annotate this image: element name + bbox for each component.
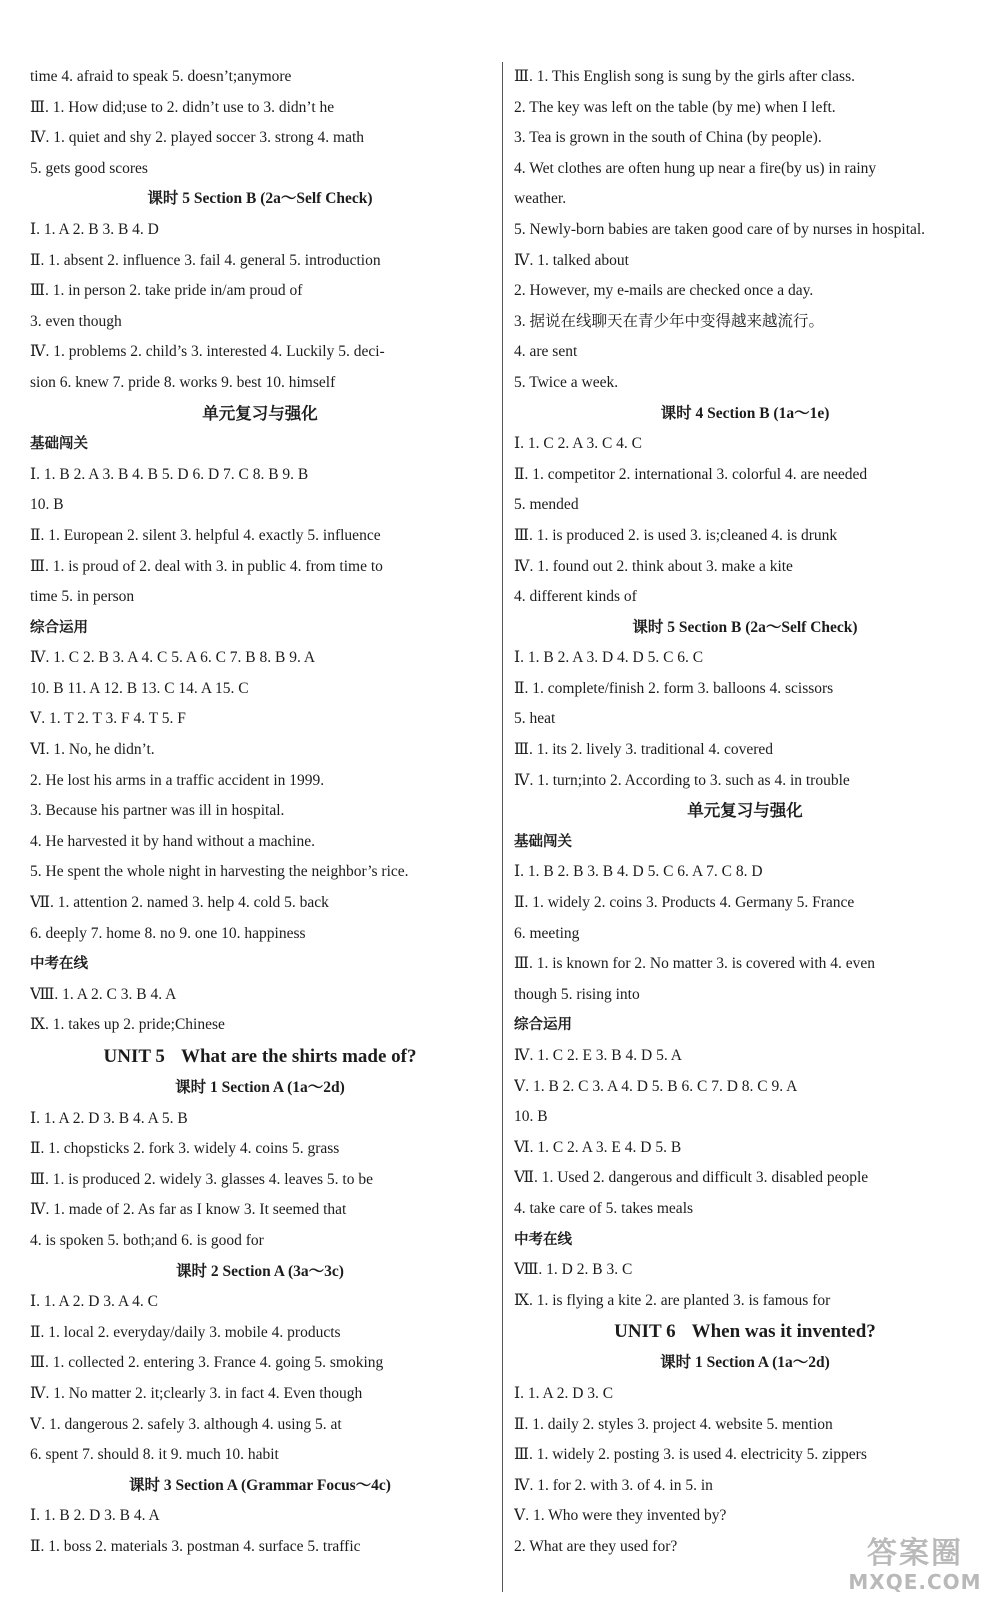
answer-line: Ⅲ. 1. collected 2. entering 3. France 4. going 5. smoking: [30, 1354, 384, 1372]
watermark-logo: [840, 1534, 990, 1596]
answer-line: Ⅷ. 1. D 2. B 3. C: [514, 1261, 633, 1279]
answer-line: 4. different kinds of: [514, 588, 637, 606]
review-heading: 单元复习与强化: [687, 801, 803, 821]
answer-line: Ⅰ. 1. A 2. B 3. B 4. D: [30, 220, 159, 238]
section-label: 综合运用: [514, 1017, 572, 1034]
column-divider: [502, 62, 503, 1592]
answer-line: Ⅴ. 1. T 2. T 3. F 4. T 5. F: [30, 710, 186, 728]
answer-line: 4. are sent: [514, 343, 578, 361]
lesson-heading: 课时 3 Section A (Grammar Focus～4c): [129, 1476, 391, 1494]
answer-line: Ⅰ. 1. B 2. B 3. B 4. D 5. C 6. A 7. C 8. D: [514, 863, 763, 881]
watermark-top-text: 答案圈: [867, 1536, 963, 1571]
answer-line: Ⅴ. 1. Who were they invented by?: [514, 1507, 727, 1525]
lesson-heading: 课时 1 Section A (1a～2d): [175, 1079, 345, 1096]
answer-line: Ⅱ. 1. complete/finish 2. form 3. balloons 4. scissors: [514, 679, 834, 697]
answer-line: Ⅲ. 1. its 2. lively 3. traditional 4. covered: [514, 741, 774, 759]
answer-line: Ⅱ. 1. widely 2. coins 3. Products 4. Germany 5. France: [514, 894, 855, 912]
answer-line: Ⅱ. 1. boss 2. materials 3. postman 4. surface 5. traffic: [30, 1537, 361, 1555]
answer-line: 3. 据说在线聊天在青少年中变得越来越流行。: [514, 312, 825, 330]
answer-line: 2. The key was left on the table (by me) when I left.: [514, 98, 836, 116]
lesson-heading: 课时 5 Section B (2a～Self Check): [147, 190, 373, 208]
watermark-bottom-text: MXQE.COM: [848, 1570, 982, 1594]
lesson-heading: 课时 2 Section A (3a～3c): [176, 1262, 344, 1280]
answer-line: Ⅰ. 1. A 2. D 3. C: [514, 1384, 614, 1402]
answer-line: Ⅸ. 1. is flying a kite 2. are planted 3. is famous for: [514, 1291, 831, 1309]
answer-line: Ⅳ. 1. C 2. E 3. B 4. D 5. A: [514, 1047, 682, 1064]
answer-line: Ⅲ. 1. widely 2. posting 3. is used 4. electricity 5. zippers: [514, 1446, 867, 1464]
answer-line: 5. Newly-born babies are taken good care of by nurses in hospital.: [514, 220, 926, 238]
answer-line: Ⅴ. 1. B 2. C 3. A 4. D 5. B 6. C 7. D 8. C 9. A: [514, 1077, 798, 1095]
lesson-heading: 课时 1 Section A (1a～2d): [660, 1354, 830, 1372]
answer-line: Ⅳ. 1. talked about: [514, 251, 629, 269]
unit-label: UNIT 6: [614, 1321, 676, 1343]
answer-line: Ⅳ. 1. quiet and shy 2. played soccer 3. strong 4. math: [30, 129, 365, 147]
answer-line: 5. heat: [514, 710, 556, 728]
lesson-heading: 课时 4 Section B (1a～1e): [660, 404, 830, 422]
section-label: 基础闯关: [30, 436, 88, 453]
left-column: [30, 62, 490, 1563]
answer-line: Ⅶ. 1. attention 2. named 3. help 4. cold 5. back: [30, 894, 329, 912]
answer-line: 4. is spoken 5. both;and 6. is good for: [30, 1231, 264, 1249]
answer-line: 10. B: [30, 496, 64, 514]
unit-title: What are the shirts made of?: [180, 1046, 417, 1067]
answer-line: 5. Twice a week.: [514, 373, 619, 391]
unit-title: When was it invented?: [691, 1321, 876, 1343]
answer-line: Ⅸ. 1. takes up 2. pride;Chinese: [30, 1016, 225, 1034]
answer-line: Ⅳ. 1. No matter 2. it;clearly 3. in fact 4. Even though: [30, 1384, 363, 1402]
answer-line: Ⅲ. 1. is proud of 2. deal with 3. in public 4. from time to: [30, 557, 383, 575]
answer-line: sion 6. knew 7. pride 8. works 9. best 10. himself: [30, 373, 336, 391]
answer-line: Ⅱ. 1. daily 2. styles 3. project 4. website 5. mention: [514, 1415, 833, 1433]
review-heading: 单元复习与强化: [202, 403, 318, 423]
unit-label: UNIT 5: [103, 1046, 165, 1067]
answer-line: Ⅰ. 1. B 2. A 3. B 4. B 5. D 6. D 7. C 8. B 9. B: [30, 465, 309, 483]
answer-line: Ⅰ. 1. C 2. A 3. C 4. C: [514, 435, 642, 453]
lesson-heading: 课时 5 Section B (2a～Self Check): [632, 618, 858, 636]
answer-line: 6. deeply 7. home 8. no 9. one 10. happiness: [30, 924, 306, 942]
answer-line: 4. Wet clothes are often hung up near a fire(by us) in rainy: [514, 159, 877, 177]
answer-line: Ⅲ. 1. in person 2. take pride in/am proud of: [30, 282, 303, 300]
answer-line: 10. B: [514, 1108, 548, 1126]
answer-line: Ⅲ. 1. This English song is sung by the girls after class.: [514, 68, 855, 85]
answer-line: Ⅰ. 1. B 2. A 3. D 4. D 5. C 6. C: [514, 649, 704, 667]
answer-line: Ⅳ. 1. for 2. with 3. of 4. in 5. in: [514, 1476, 713, 1494]
answer-line: Ⅳ. 1. found out 2. think about 3. make a kite: [514, 557, 793, 575]
section-label: 综合运用: [30, 619, 88, 636]
section-label: 中考在线: [514, 1231, 572, 1248]
answer-line: Ⅳ. 1. C 2. B 3. A 4. C 5. A 6. C 7. B 8. B 9. A: [30, 649, 316, 667]
answer-line: 2. However, my e-mails are checked once a day.: [514, 282, 814, 300]
answer-line: Ⅳ. 1. problems 2. child’s 3. interested 4. Luckily 5. deci-: [30, 343, 385, 361]
answer-line: 5. mended: [514, 496, 579, 514]
answer-line: Ⅱ. 1. competitor 2. international 3. colorful 4. are needed: [514, 465, 868, 483]
answer-line: 2. He lost his arms in a traffic accident in 1999.: [30, 771, 325, 789]
right-column: [514, 62, 976, 1563]
answer-line: time 4. afraid to speak 5. doesn’t;anymore: [30, 68, 292, 85]
answer-line: 2. What are they used for?: [514, 1537, 678, 1555]
answer-line: weather.: [514, 190, 567, 208]
unit-heading: [514, 1316, 976, 1348]
answer-line: Ⅰ. 1. A 2. D 3. B 4. A 5. B: [30, 1109, 188, 1127]
answer-line: Ⅲ. 1. is produced 2. is used 3. is;cleaned 4. is drunk: [514, 526, 838, 544]
answer-line: Ⅳ. 1. turn;into 2. According to 3. such as 4. in trouble: [514, 771, 850, 789]
answer-line: Ⅶ. 1. Used 2. dangerous and difficult 3. disabled people: [514, 1169, 869, 1187]
answer-line: Ⅰ. 1. B 2. D 3. B 4. A: [30, 1507, 160, 1525]
section-label: 基础闯关: [514, 833, 572, 850]
answer-line: 4. take care of 5. takes meals: [514, 1199, 694, 1217]
answer-line: 3. Because his partner was ill in hospital.: [30, 802, 285, 820]
answer-line: 5. gets good scores: [30, 159, 148, 177]
unit-heading: [30, 1041, 490, 1073]
answer-line: 6. meeting: [514, 924, 580, 942]
answer-line: 4. He harvested it by hand without a machine.: [30, 832, 315, 850]
answer-line: Ⅲ. 1. How did;use to 2. didn’t use to 3. didn’t he: [30, 98, 335, 116]
answer-line: 3. Tea is grown in the south of China (by people).: [514, 129, 822, 147]
answer-line: Ⅵ. 1. C 2. A 3. E 4. D 5. B: [514, 1138, 682, 1156]
answer-line: Ⅱ. 1. local 2. everyday/daily 3. mobile 4. products: [30, 1323, 341, 1341]
answer-line: Ⅲ. 1. is known for 2. No matter 3. is covered with 4. even: [514, 955, 876, 973]
answer-line: Ⅱ. 1. European 2. silent 3. helpful 4. exactly 5. influence: [30, 526, 381, 544]
answer-line: 3. even though: [30, 312, 122, 330]
answer-line: 6. spent 7. should 8. it 9. much 10. habit: [30, 1446, 279, 1464]
answer-line: Ⅷ. 1. A 2. C 3. B 4. A: [30, 985, 177, 1003]
answer-line: 5. He spent the whole night in harvesting the neighbor’s rice.: [30, 863, 409, 881]
answer-line: Ⅰ. 1. A 2. D 3. A 4. C: [30, 1293, 158, 1311]
section-label: 中考在线: [30, 956, 88, 973]
answer-line: Ⅱ. 1. chopsticks 2. fork 3. widely 4. coins 5. grass: [30, 1140, 340, 1158]
answer-line: time 5. in person: [30, 588, 135, 606]
answer-line: Ⅱ. 1. absent 2. influence 3. fail 4. general 5. introduction: [30, 251, 381, 269]
answer-line: 10. B 11. A 12. B 13. C 14. A 15. C: [30, 679, 249, 697]
answer-line: Ⅵ. 1. No, he didn’t.: [30, 741, 155, 759]
answer-line: Ⅳ. 1. made of 2. As far as I know 3. It seemed that: [30, 1201, 347, 1219]
answer-line: though 5. rising into: [514, 985, 640, 1003]
answer-line: Ⅲ. 1. is produced 2. widely 3. glasses 4. leaves 5. to be: [30, 1170, 373, 1188]
answer-line: Ⅴ. 1. dangerous 2. safely 3. although 4. using 5. at: [30, 1415, 342, 1433]
